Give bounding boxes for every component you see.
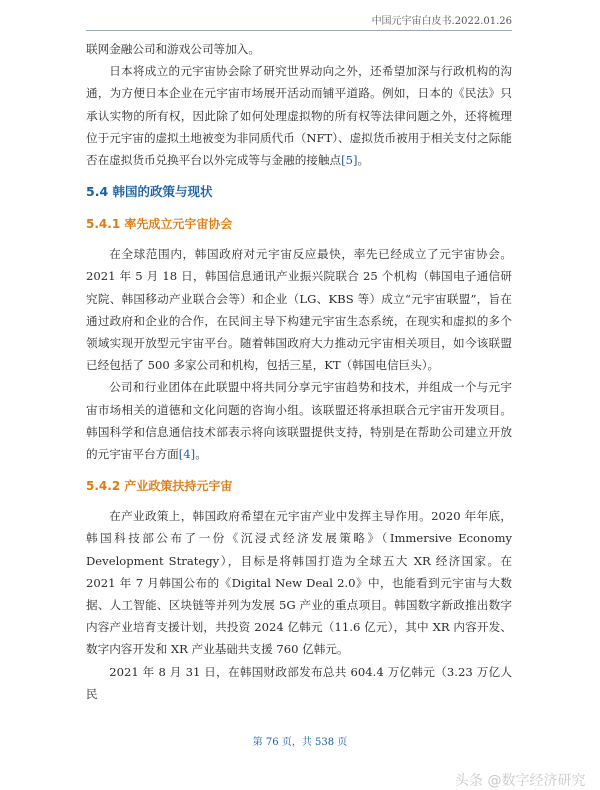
page-content bbox=[86, 38, 512, 705]
citation-link[interactable]: [4] bbox=[178, 447, 196, 462]
section-heading-5-4: 5.4 韩国的政策与现状 bbox=[86, 184, 213, 200]
paragraph-korea-2-text: 公司和行业团体在此联盟中将共同分享元宇宙趋势和技术，并组成一个与元宇宙市场相关的道德和文化问题的咨询小组。该联盟还将承担联合元宇宙开发项目。韩国科学和信息通信技术部表示将向该联盟提供支持，特别是在帮助公司建立开放的元宇宙平台方面 bbox=[86, 380, 512, 462]
paragraph-korea-4: 2021 年 8 月 31 日，在韩国财政部发布总共 604.4 万亿韩元（3.23 万亿人民 bbox=[86, 664, 512, 701]
watermark: 头条 @数字经济研究 bbox=[455, 773, 586, 789]
citation-link[interactable]: [5] bbox=[341, 153, 358, 168]
section-heading-5-4-1: 5.4.1 率先成立元宇宙协会 bbox=[86, 217, 233, 232]
paragraph-japan bbox=[86, 60, 512, 171]
page-number-footer: 第 76 页，共 538 页 bbox=[252, 737, 348, 748]
document-header: 中国元宇宙白皮书.2022.01.26 bbox=[371, 16, 512, 27]
header-divider bbox=[86, 30, 512, 31]
paragraph-korea-1: 在全球范围内，韩国政府对元宇宙反应最快，率先已经成立了元宇宙协会。2021 年 5 月 18 日，韩国信息通讯产业振兴院联合 25 个机构（韩国电子通信研究院、韩国移动产业联合会等）和企业（LG、KBS 等）成立“元宇宙联盟”，旨在通过政府和企业的合作，在民间主导下构建元宇宙生态系统，在现实和虚拟的多个领域实现开放型元宇宙平台。随着韩国政府大力推动元宇宙相关项目，如今该联盟已经包括了 500 多家公司和机构，包括三星，KT（韩国电信巨头）。 bbox=[86, 247, 512, 373]
paragraph-korea-2-end: 。 bbox=[195, 447, 207, 462]
paragraph-japan-text: 日本将成立的元宇宙协会除了研究世界动向之外，还希望加深与行政机构的沟通，为方便日本企业在元宇宙市场展开活动而铺平道路。例如，日本的《民法》只承认实物的所有权，因此除了如何处理虚拟物的所有权等法律问题之外，还将梳理位于元宇宙的虚拟土地被变为非同质代币（NFT）、虚拟货币被用于相关支付之际能否在虚拟货币兑换平台以外完成等与金融的接触点 bbox=[86, 64, 512, 168]
paragraph-korea-2 bbox=[86, 376, 512, 465]
section-heading-5-4-2: 5.4.2 产业政策扶持元宇宙 bbox=[86, 479, 233, 494]
paragraph-continued: 联网金融公司和游戏公司等加入。 bbox=[86, 42, 260, 56]
paragraph-korea-3: 在产业政策上，韩国政府希望在元宇宙产业中发挥主导作用。2020 年年底，韩国科技部公布了一份《沉浸式经济发展策略》（Immersive Economy Development Strategy），目标是将韩国打造为全球五大 XR 经济国家。在 2021 年 7 月韩国公布的《Digital New Deal 2.0》中，也能看到元宇宙与大数据、人工智能、区块链等并列为发展 5G 产业的重点项目。韩国数字新政推出数字内容产业培育支援计划，共投资 2024 亿韩元（11.6 亿元），其中 XR 内容开发、数字内容开发和 XR 产业基础共支援 760 亿韩元。 bbox=[86, 509, 512, 657]
paragraph-japan-end: 。 bbox=[357, 153, 370, 168]
